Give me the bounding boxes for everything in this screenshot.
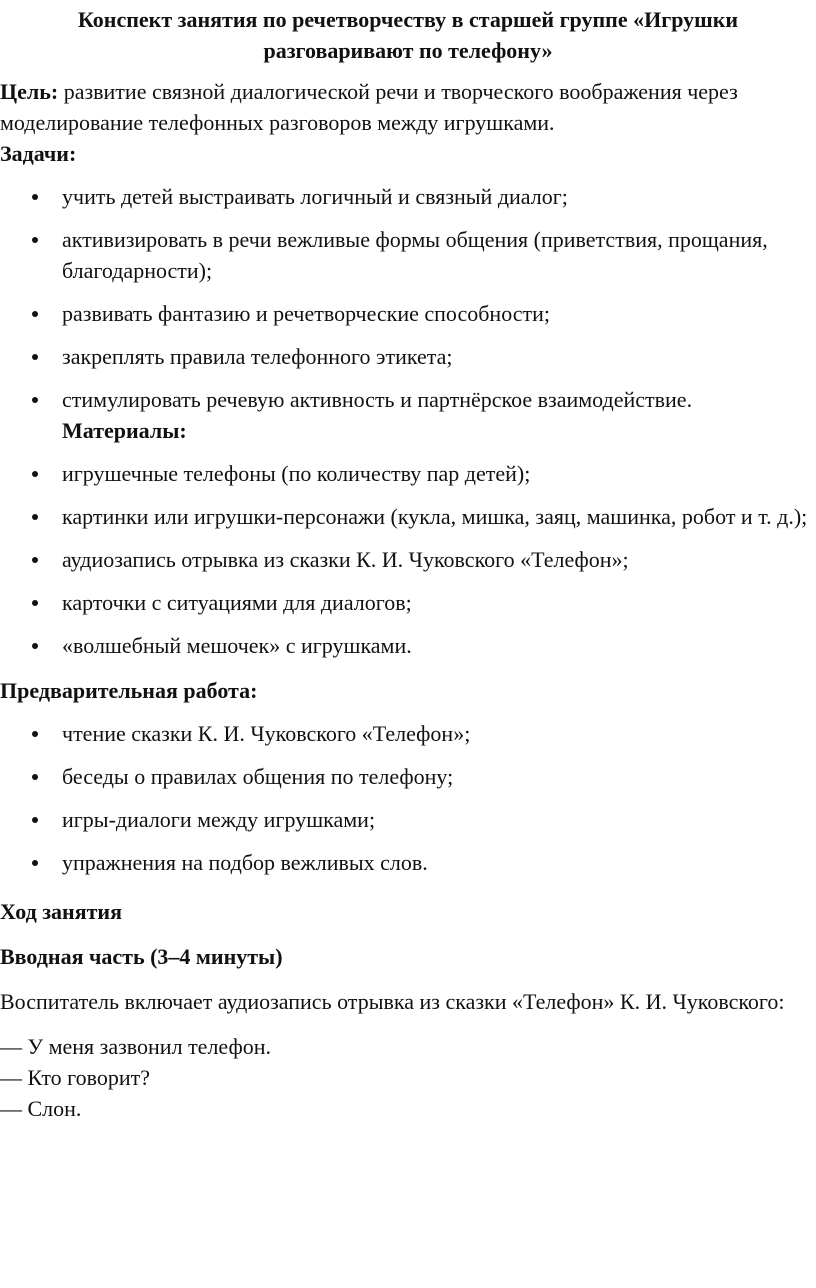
materials-heading: Материалы: xyxy=(62,418,187,443)
goal-paragraph xyxy=(0,76,816,138)
preliminary-heading: Предварительная работа: xyxy=(0,678,258,703)
list-item: игрушечные телефоны (по количеству пар детей); xyxy=(62,458,816,489)
list-item: стимулировать речевую активность и партнёрское взаимодействие. xyxy=(62,384,816,415)
tasks-heading: Задачи: xyxy=(0,141,77,166)
list-item: развивать фантазию и речетворческие способности; xyxy=(62,298,816,329)
intro-paragraph: Воспитатель включает аудиозапись отрывка из сказки «Телефон» К. И. Чуковского: xyxy=(0,989,785,1014)
dialogue-block xyxy=(0,1031,816,1124)
dialogue-line: — Кто говорит? xyxy=(0,1065,151,1090)
list-item: чтение сказки К. И. Чуковского «Телефон»; xyxy=(62,718,816,749)
goal-text: развитие связной диалогической речи и творческого воображения через моделирование телефонных разговоров между игрушками. xyxy=(0,79,738,135)
list-item: картинки или игрушки-персонажи (кукла, мишка, заяц, машинка, робот и т. д.); xyxy=(62,501,816,532)
course-heading: Ход занятия xyxy=(0,899,123,924)
list-item: закреплять правила телефонного этикета; xyxy=(62,341,816,372)
list-item: игры-диалоги между игрушками; xyxy=(62,804,816,835)
list-item: активизировать в речи вежливые формы общения (приветствия, прощания, благодарности); xyxy=(62,224,816,286)
list-item: учить детей выстраивать логичный и связный диалог; xyxy=(62,181,816,212)
list-item: беседы о правилах общения по телефону; xyxy=(62,761,816,792)
materials-list xyxy=(0,458,816,661)
list-item: упражнения на подбор вежливых слов. xyxy=(62,847,816,878)
page-title: Конспект занятия по речетворчеству в старшей группе «Игрушки разговаривают по телефону» xyxy=(77,7,739,63)
dialogue-line: — Слон. xyxy=(0,1096,82,1121)
intro-heading: Вводная часть (3–4 минуты) xyxy=(0,944,283,969)
preliminary-list xyxy=(0,718,816,878)
list-item: аудиозапись отрывка из сказки К. И. Чуковского «Телефон»; xyxy=(62,544,816,575)
tasks-list xyxy=(0,181,816,415)
list-item: карточки с ситуациями для диалогов; xyxy=(62,587,816,618)
goal-label: Цель: xyxy=(0,79,59,104)
list-item: «волшебный мешочек» с игрушками. xyxy=(62,630,816,661)
dialogue-line: — У меня зазвонил телефон. xyxy=(0,1034,271,1059)
